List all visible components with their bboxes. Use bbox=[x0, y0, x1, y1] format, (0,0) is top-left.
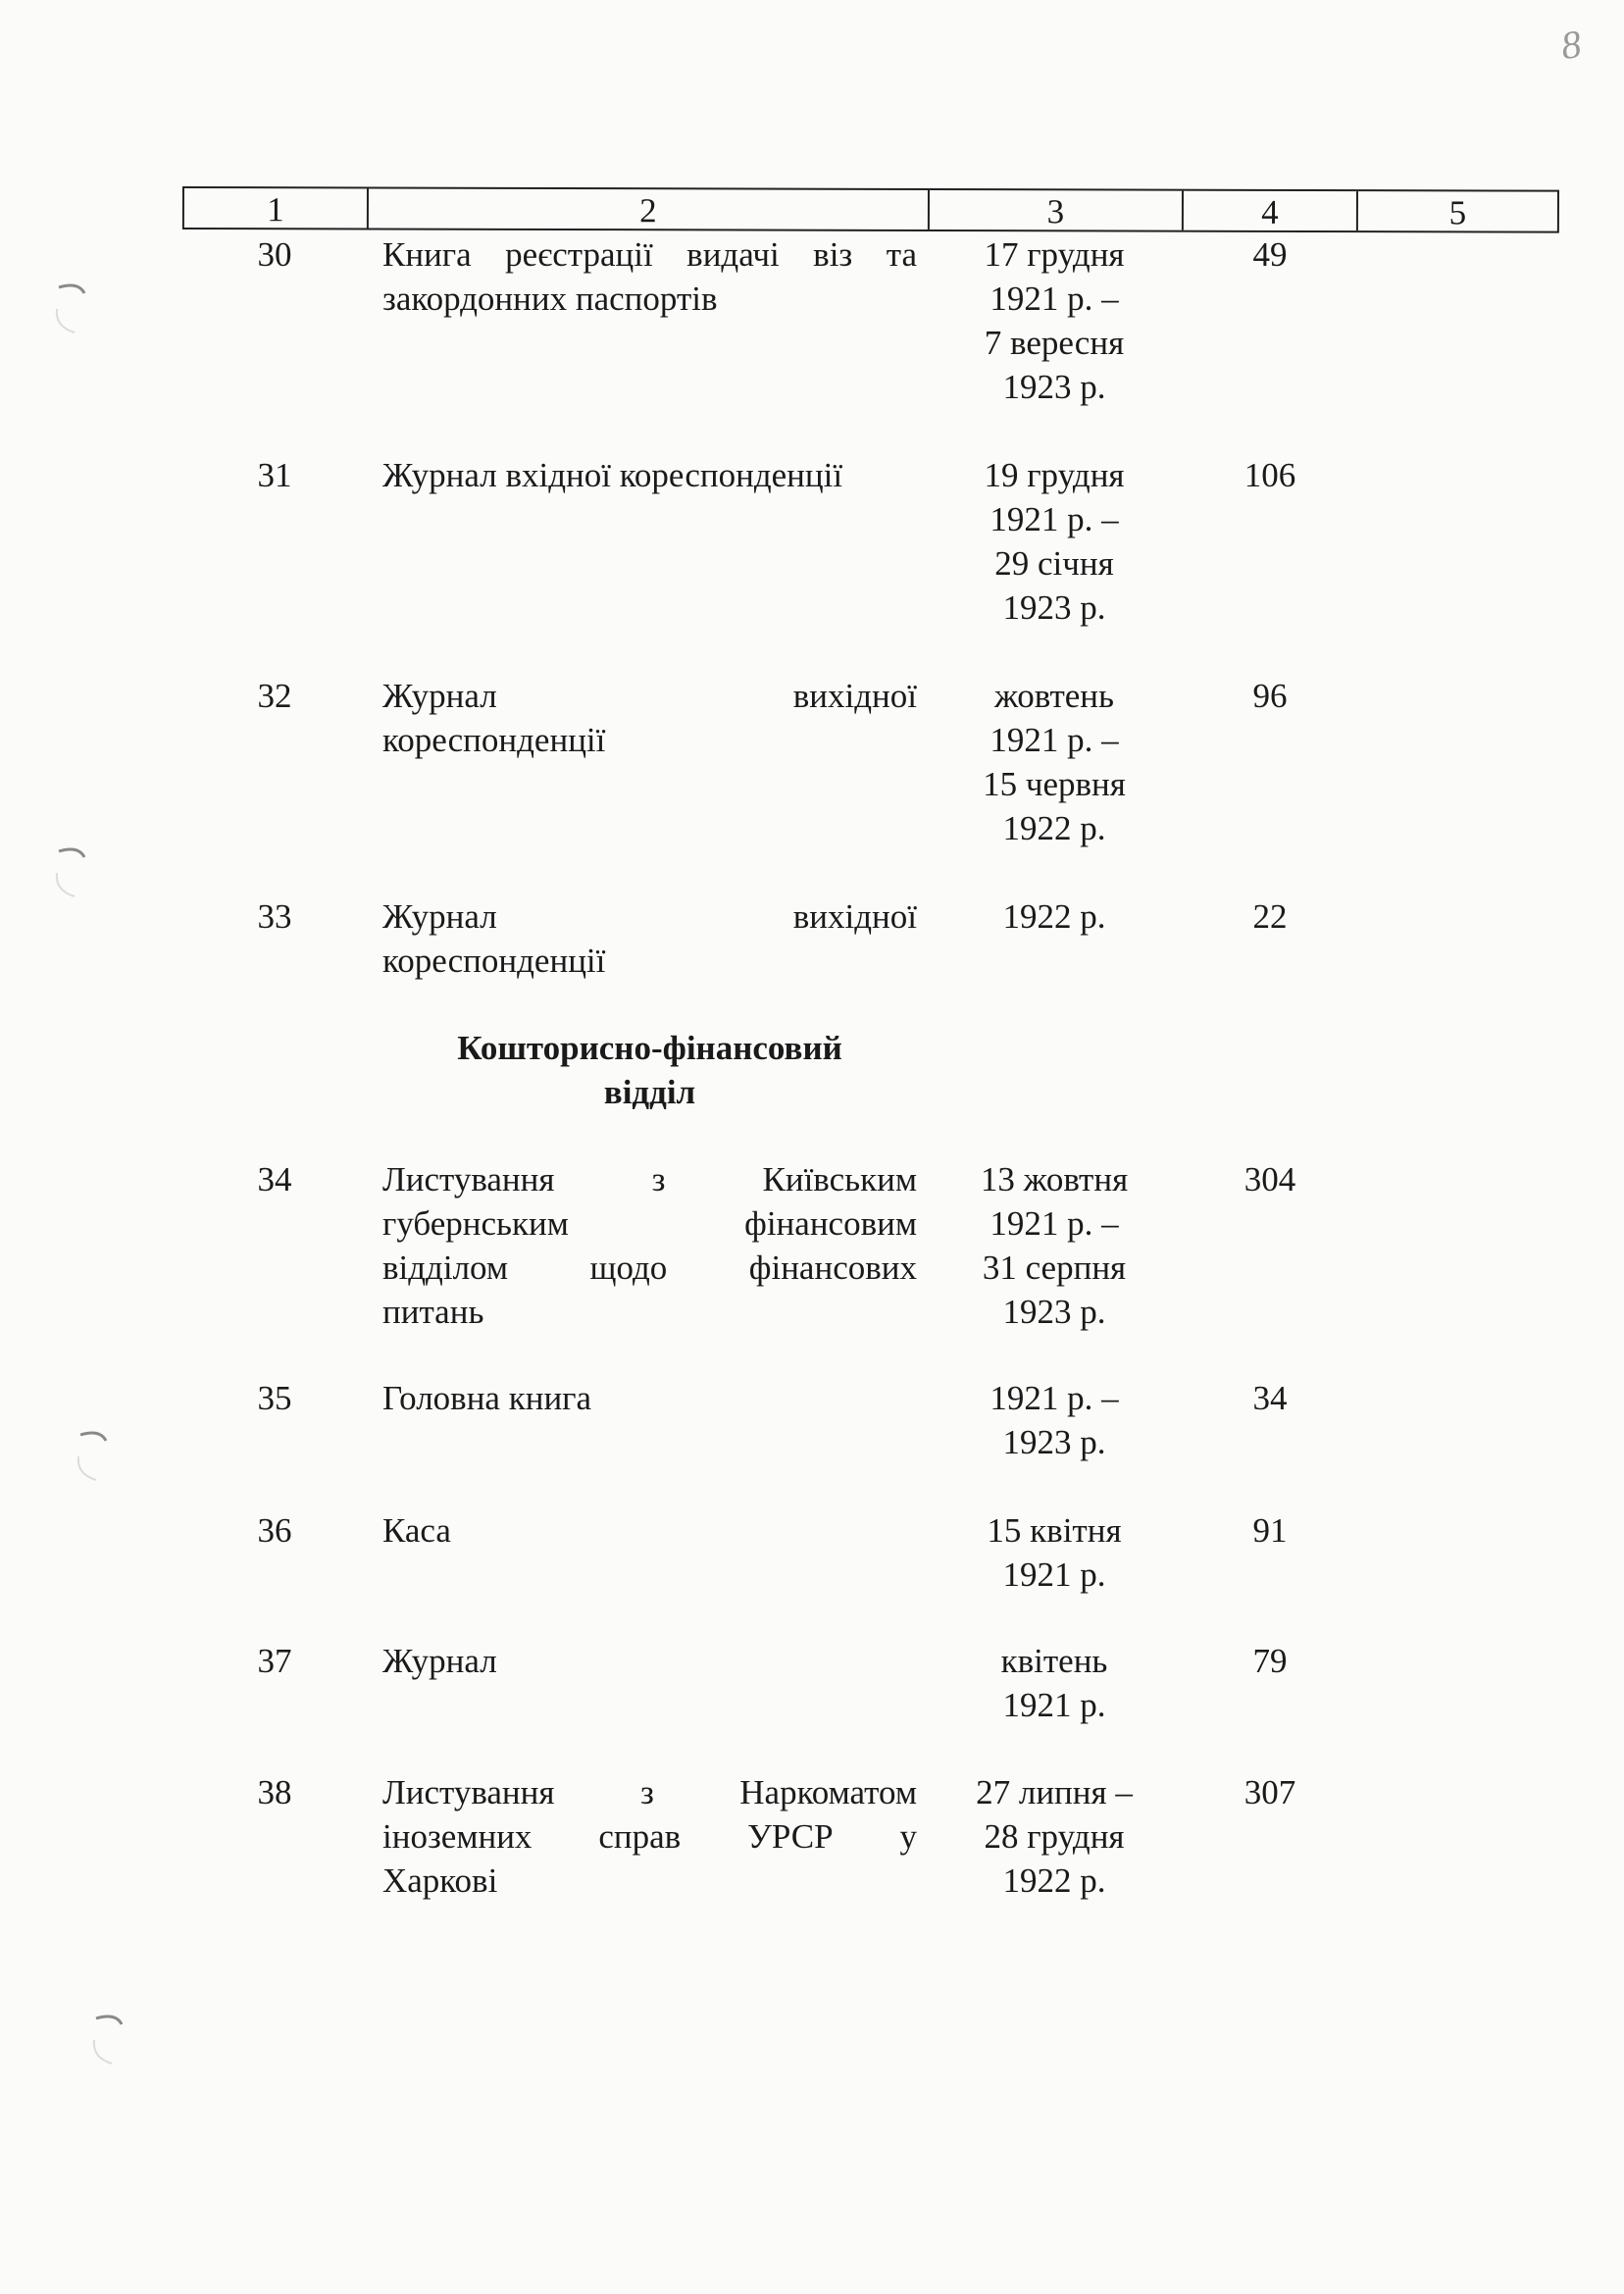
row-title: Листування з Київським губернським фінансовим відділом щодо фінансових питань bbox=[382, 1160, 917, 1331]
row-title: Книга реєстрації видачі віз та закордонних паспортів bbox=[382, 235, 917, 318]
row-count: 34 bbox=[1252, 1379, 1288, 1417]
row-count: 79 bbox=[1252, 1642, 1288, 1680]
row-number: 30 bbox=[257, 235, 292, 274]
row-number: 31 bbox=[257, 456, 292, 494]
header-cell-1: 1 bbox=[184, 188, 369, 228]
row-number: 33 bbox=[257, 897, 292, 936]
table-header-row bbox=[182, 186, 1559, 233]
row-dates: 17 грудня 1921 р. – 7 вересня 1923 р. bbox=[984, 235, 1125, 406]
header-cell-2: 2 bbox=[369, 188, 930, 229]
row-dates: 15 квітня 1921 р. bbox=[987, 1511, 1122, 1594]
row-dates: 27 липня – 28 грудня 1922 р. bbox=[976, 1773, 1133, 1900]
row-number: 34 bbox=[257, 1160, 292, 1198]
row-dates: жовтень 1921 р. – 15 червня 1922 р. bbox=[983, 677, 1126, 847]
row-title: Журнал bbox=[382, 1642, 497, 1680]
punch-hole-icon bbox=[49, 843, 90, 902]
row-number: 37 bbox=[257, 1642, 292, 1680]
row-number: 36 bbox=[257, 1511, 292, 1550]
row-count: 307 bbox=[1243, 1773, 1296, 1811]
row-count: 304 bbox=[1243, 1160, 1296, 1198]
header-cell-4: 4 bbox=[1184, 191, 1358, 230]
row-number: 35 bbox=[257, 1379, 292, 1417]
row-dates: 1921 р. – 1923 р. bbox=[990, 1379, 1119, 1461]
punch-hole-icon bbox=[86, 2011, 127, 2069]
row-number: 32 bbox=[257, 677, 292, 715]
row-dates: 13 жовтня 1921 р. – 31 серпня 1923 р. bbox=[980, 1160, 1129, 1331]
row-dates: квітень 1921 р. bbox=[1000, 1642, 1108, 1724]
row-count: 106 bbox=[1243, 456, 1296, 494]
header-cell-3: 3 bbox=[930, 190, 1184, 230]
row-title: Журнал вхідної кореспонденції bbox=[382, 456, 843, 494]
section-heading: Кошторисно-фінансовий відділ bbox=[457, 1029, 842, 1111]
row-count: 22 bbox=[1252, 897, 1288, 936]
row-dates: 1922 р. bbox=[1002, 897, 1106, 936]
row-number: 38 bbox=[257, 1773, 292, 1811]
row-title: Листування з Наркоматом іноземних справ УРСР у Харкові bbox=[382, 1773, 917, 1900]
row-title: Журнал вихідної кореспонденції bbox=[382, 897, 917, 980]
header-cell-5: 5 bbox=[1448, 193, 1467, 232]
row-count: 96 bbox=[1252, 677, 1288, 715]
punch-hole-icon bbox=[49, 280, 90, 338]
row-title: Каса bbox=[382, 1511, 451, 1550]
row-title: Журнал вихідної кореспонденції bbox=[382, 677, 917, 759]
row-count: 49 bbox=[1252, 235, 1288, 274]
row-dates: 19 грудня 1921 р. – 29 січня 1923 р. bbox=[984, 456, 1125, 627]
page-number: 8 bbox=[1557, 21, 1585, 69]
row-count: 91 bbox=[1252, 1511, 1288, 1550]
row-title: Головна книга bbox=[382, 1379, 592, 1417]
punch-hole-icon bbox=[71, 1427, 112, 1486]
